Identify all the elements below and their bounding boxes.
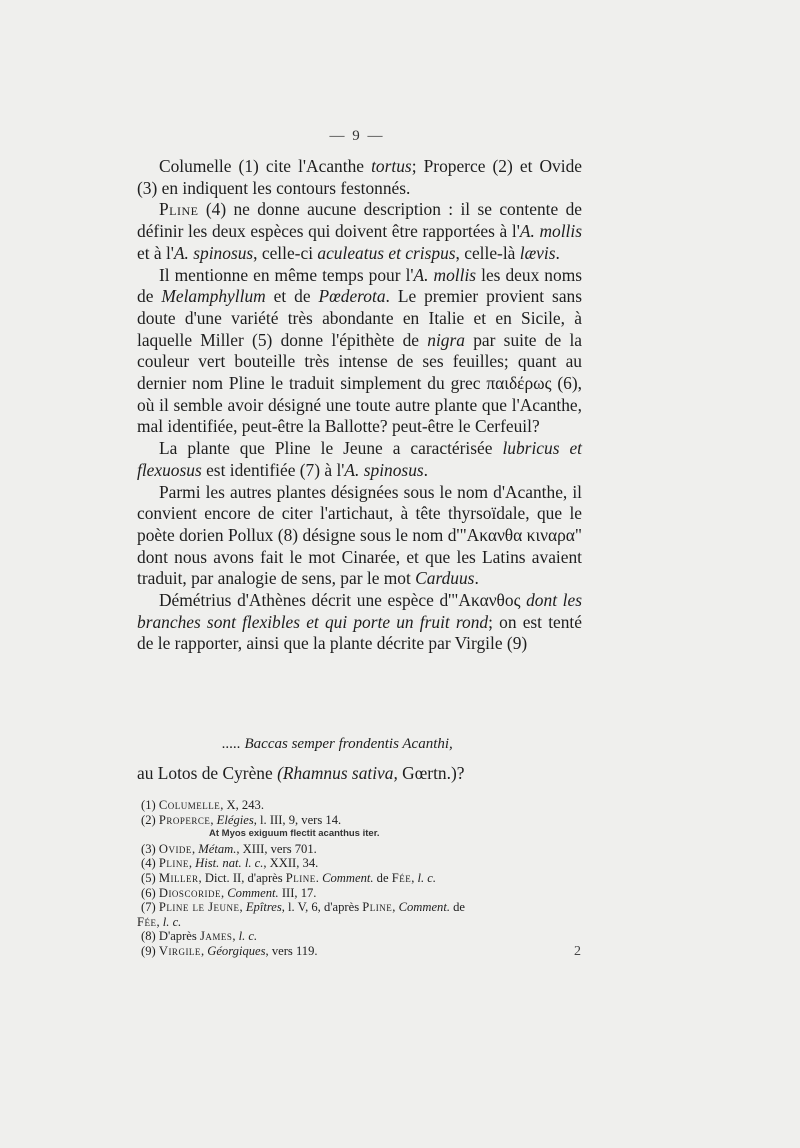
text-run: ; on est tenté de le rapporter, ainsi que la plante décrite par Virgile (9) — [137, 611, 582, 654]
verse-quotation: ..... Baccas semper frondentis Acanthi, — [222, 736, 453, 752]
italic-text: Hist. nat. l. c. — [195, 856, 264, 871]
paragraph — [137, 199, 582, 264]
italic-text: l. c. — [238, 929, 258, 944]
footnote-number: (2) — [141, 812, 159, 827]
text-run: , — [392, 900, 399, 915]
small-caps-name: Fée — [391, 870, 412, 885]
footnote-number: (4) — [141, 856, 159, 871]
footnote-number: (7) — [141, 900, 159, 915]
italic-text: Pœderota — [318, 286, 386, 307]
small-caps-name: Virgile — [158, 943, 201, 958]
small-caps-name: Pline — [285, 870, 316, 885]
text-run: , celle-ci — [253, 242, 318, 263]
text-run: , — [191, 841, 199, 856]
text-run: . — [474, 568, 479, 589]
text-run: , — [220, 885, 228, 900]
footnote-number: (8) — [141, 929, 159, 944]
small-caps-name: Columelle — [158, 798, 221, 812]
footnote — [137, 871, 582, 886]
text-run: de — [373, 870, 392, 885]
text-run: , Dict. II, d'après — [198, 870, 286, 885]
paragraph — [137, 156, 582, 199]
text-run: de — [449, 900, 466, 915]
italic-text: tortus — [371, 156, 412, 176]
italic-text: Comment. — [322, 870, 374, 885]
paragraph — [137, 265, 582, 439]
small-caps-name: Miller — [158, 870, 199, 885]
closing-line-text: au Lotos de Cyrène — [137, 763, 278, 783]
closing-line-species: (Rhamnus sativa, — [277, 763, 398, 783]
italic-text: aculeatus et crispus — [317, 242, 456, 263]
footnote — [137, 915, 582, 930]
text-run: , l. III, 9, vers 14. — [253, 812, 342, 827]
footnote-number: (6) — [141, 885, 159, 900]
signature-mark: 2 — [574, 944, 581, 959]
footnote — [137, 886, 582, 901]
footnote-number: (1) — [141, 798, 159, 812]
footnote — [137, 842, 582, 857]
text-run: . — [315, 870, 323, 885]
small-caps-name: Dioscoride — [158, 885, 221, 900]
text-run: Parmi les autres plantes désignées sous le nom d'Acanthe, il convient encore de citer l'artichaut, à tête thyrsoïdale, que le poète dorien Pollux (8) désigne sous le nom d'"Ακανθα κιναρα" dont nous avons fait le mot Cinarée, et que les Latins avaient traduit, par analogie de sens, par le mot — [137, 481, 582, 589]
text-run: , l. V, 6, d'après — [281, 900, 363, 915]
italic-text: Comment. — [227, 885, 279, 900]
text-run: At Myos exiguum flectit acanthus iter. — [209, 828, 380, 840]
paragraph — [137, 482, 582, 591]
text-run: , — [239, 900, 246, 915]
paragraph — [137, 590, 582, 655]
text-run: , — [188, 856, 196, 871]
text-run: Columelle (1) cite l'Acanthe — [159, 156, 372, 176]
italic-text: Carduus — [415, 568, 475, 589]
text-run: , XIII, vers 701. — [236, 841, 317, 856]
text-run: . Le premier provient sans doute d'une variété très abondante en Italie et en Sicile, à laquelle Miller (5) donne l'épithète de — [137, 286, 582, 350]
text-run: , vers 119. — [265, 943, 318, 958]
footnote — [137, 944, 582, 959]
text-run: et à l' — [137, 242, 174, 263]
small-caps-name: Pline — [158, 856, 189, 871]
italic-text: Géorgiques — [207, 943, 266, 958]
italic-text: A. spinosus — [344, 459, 424, 480]
paragraph — [137, 438, 582, 481]
footnote-number: (9) — [141, 943, 159, 958]
italic-text: l. c. — [417, 870, 437, 885]
footnote — [137, 929, 582, 944]
italic-text: nigra — [427, 329, 465, 350]
small-caps-name: Properce — [158, 812, 211, 827]
text-run: D'après — [158, 929, 200, 944]
small-caps-name: Ovide — [158, 841, 192, 856]
text-run: , — [210, 812, 217, 827]
footnotes — [137, 798, 582, 959]
text-run: , — [200, 943, 208, 958]
text-run: , — [156, 914, 163, 929]
footnote — [137, 813, 582, 828]
page-number: — 9 — — [329, 128, 385, 144]
text-run: et de — [265, 286, 319, 307]
text-run: Il mentionne en même temps pour l' — [159, 264, 414, 285]
text-run: les deux noms de — [137, 264, 582, 307]
small-caps-name: Fée — [137, 914, 157, 929]
text-run: (6), où il semble avoir désigné une toute autre plante que l'Acanthe, mal identifiée, peut-être la Ballotte? peut-être le Cerfeuil? — [137, 373, 582, 437]
footnote — [137, 900, 582, 915]
small-caps-name: Pline — [362, 900, 393, 915]
text-run: III, 17. — [278, 885, 317, 900]
text-run: . — [555, 242, 560, 263]
footnote — [137, 827, 582, 842]
text-run: , — [232, 929, 239, 944]
italic-text: dont les branches sont flexibles et qui porte un fruit rond — [137, 590, 582, 632]
text-run: par suite de la couleur vert bouteille très intense de ses feuilles; quant au dernier nom Pline le traduit simplement du grec — [137, 329, 583, 394]
italic-text: lubricus et flexuosus — [137, 438, 582, 480]
italic-text: Melamphyllum — [161, 286, 266, 307]
text-run: (4) ne donne aucune description : il se contente de définir les deux espèces qui doivent être rapportées à l' — [137, 199, 582, 242]
text-run: La plante que Pline le Jeune a caractérisée — [159, 438, 503, 459]
text-run: . — [423, 459, 429, 480]
text-run: , XXII, 34. — [263, 856, 319, 871]
footnote — [137, 856, 582, 871]
italic-text: A. spinosus — [173, 242, 254, 263]
italic-text: Elégies — [216, 812, 254, 827]
footnote-number: (5) — [141, 870, 159, 885]
text-run: , — [411, 870, 418, 885]
closing-line-author: Gœrtn.)? — [397, 763, 465, 783]
italic-text: Métam. — [198, 841, 237, 856]
small-caps-name: James — [199, 929, 233, 944]
italic-text: A. mollis — [413, 264, 477, 285]
italic-text: l. c. — [162, 914, 182, 929]
text-run: Démétrius d'Athènes décrit une espèce d'"Ακανθος — [159, 590, 527, 611]
body-text — [137, 156, 582, 655]
italic-text: lævis — [519, 242, 556, 263]
text-run: , X, 243. — [220, 798, 264, 812]
small-caps-name: Pline le Jeune — [158, 900, 240, 915]
italic-text: Comment. — [398, 900, 450, 915]
closing-line — [137, 763, 582, 784]
text-run: est identifiée (7) à l' — [201, 459, 345, 480]
footnote-number: (3) — [141, 841, 159, 856]
text-run: ; Properce (2) et Ovide (3) en indiquent les contours festonnés. — [137, 156, 583, 198]
text-run: παιδέρως — [486, 373, 552, 394]
text-run: , celle-là — [455, 242, 520, 263]
italic-text: Epîtres — [245, 900, 282, 915]
italic-text: A. mollis — [519, 221, 582, 242]
footnote — [137, 798, 582, 813]
small-caps-name: Pline — [159, 199, 199, 220]
